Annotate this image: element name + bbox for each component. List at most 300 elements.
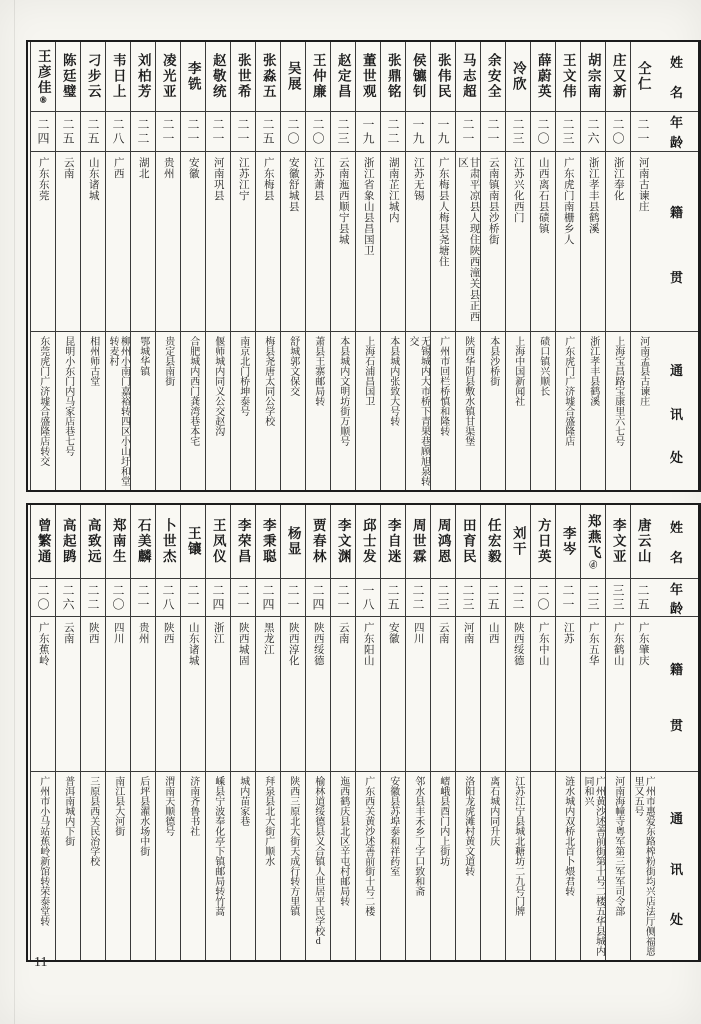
header-char: 贯 [669,718,683,733]
person-origin-cell [531,617,555,772]
person-name-cell [356,505,380,579]
person-age-cell-text: 二一 [161,117,175,146]
person-address-cell-text: 迤西鹤庆县北区辛屯村邮局转 [337,776,349,906]
person-age-cell [181,579,205,617]
person-origin-cell [106,152,130,332]
person-age-cell [631,112,655,152]
person-age-cell [106,579,130,617]
person-age-cell-text: 二一 [236,117,250,146]
person-age-cell-text: 二〇 [36,583,50,612]
person-address-cell [81,332,105,490]
person-address-cell [81,772,105,960]
person-address-cell [56,772,80,960]
person-name-cell-text: 高起鹍 [60,518,76,565]
person-origin-cell-text: 陕西绥德 [312,622,324,666]
person-column [555,505,580,960]
person-origin-cell-text: 湖南芷江城内 [387,157,399,223]
person-column [180,505,205,960]
person-name-cell-text: 赵敬统 [210,53,226,100]
person-age-cell-text: 二四 [311,583,325,612]
person-column [305,42,330,490]
person-name-cell [456,505,480,579]
person-address-cell [506,332,530,490]
person-origin-cell-text: 陕西 [87,622,99,644]
header-address-cell [655,332,698,490]
person-column [155,42,180,490]
person-name-cell-text: 李文渊 [335,518,351,565]
person-origin-cell [581,617,605,772]
person-age-cell-text: 二三 [461,583,475,612]
person-name-cell-text: 陈廷璧 [60,53,76,100]
person-name-cell [481,505,505,579]
person-age-cell [606,579,630,617]
person-origin-cell [206,617,230,772]
person-address-cell-text: 梅县尧唐太同公学校 [262,336,274,426]
person-address-cell-text: 本县沙桥街 [487,336,499,386]
person-name-cell [231,505,255,579]
person-column [480,42,505,490]
person-origin-cell-text: 江苏兴化西门 [512,157,524,223]
person-address-cell [606,772,630,960]
person-origin-cell [181,152,205,332]
person-origin-cell [506,152,530,332]
person-name-cell-text: 任宏毅 [485,518,501,565]
person-age-cell-text: 二一 [461,117,475,146]
person-origin-cell [106,617,130,772]
person-origin-cell-text: 广东梅县人梅县尧塘住 [437,157,449,267]
person-name-cell-text: 吴展 [285,61,301,92]
person-address-cell [31,332,55,490]
person-address-cell-text: 相州师古堂 [87,336,99,386]
person-name-cell [606,505,630,579]
person-address-cell [431,332,455,490]
person-address-cell [406,772,430,960]
person-address-cell-text: 无锡城内大市桥下青果巷顾旭泉转交 [407,336,430,486]
person-origin-cell-text: 甘肃平凉县人现住陕西潼关县正西区 [457,157,480,322]
person-name-cell [331,505,355,579]
person-column [330,42,355,490]
person-address-cell-text: 陕西华阴县敷水镇甘渠堡 [462,336,474,446]
person-origin-cell-text: 江苏无锡 [412,157,424,201]
person-column [105,42,130,490]
person-column [255,42,280,490]
person-name-cell-text: 张伟民 [435,53,451,100]
person-age-cell-text: 二八 [111,117,125,146]
person-address-cell [381,332,405,490]
person-address-cell-text: 安徽县苏埠泰和祥药室 [387,776,399,876]
person-age-cell [556,579,580,617]
person-age-cell-text: 二五 [261,117,275,146]
person-address-cell-text: 后坪县濯水场中街 [137,776,149,856]
header-char: 贯 [669,269,683,285]
person-origin-cell-text: 河南巩县 [212,157,224,201]
person-origin-cell [431,152,455,332]
person-age-cell [131,112,155,152]
person-column [630,505,655,960]
person-column [355,505,380,960]
header-char: 龄 [669,601,683,616]
person-age-cell [631,579,655,617]
person-name-cell-text: 曾繁通 [35,518,51,565]
person-age-cell [81,579,105,617]
header-name-cell [655,42,698,112]
person-address-cell-text: 贵定县南街 [162,336,174,386]
person-age-cell-text: 二五 [61,117,75,146]
person-age-cell-text: 二〇 [111,583,125,612]
person-origin-cell [456,617,480,772]
header-char: 年 [669,115,683,131]
person-address-cell [106,772,130,960]
person-age-cell-text: 二一 [186,117,200,146]
person-origin-cell [156,152,180,332]
person-address-cell [181,772,205,960]
header-age-cell [655,112,698,152]
person-address-cell-text: 本县城内文明坊街万顺号 [337,336,349,446]
person-age-cell [431,579,455,617]
person-name-cell-text: 王文伟 [560,53,576,100]
person-age-cell [331,112,355,152]
person-address-cell [206,332,230,490]
person-age-cell [31,112,55,152]
person-name-cell-text: 仝仁 [635,61,651,92]
person-age-cell-text: 二五 [636,583,650,612]
person-name-cell-text: 侯镳钊 [410,53,426,100]
person-column [355,42,380,490]
person-address-cell [181,332,205,490]
person-origin-cell-text: 广东鹤山 [612,622,624,666]
person-address-cell-text: 鄂城华镇 [137,336,149,376]
person-age-cell [306,579,330,617]
person-origin-cell-text: 广东东莞 [37,157,49,201]
person-origin-cell [31,152,55,332]
person-origin-cell-text: 云南 [62,622,74,644]
header-char: 讯 [669,406,683,422]
person-origin-cell [356,152,380,332]
person-address-cell-text: 江苏江宁县城北糖坊二九号门牌 [512,776,524,916]
person-column [130,42,155,490]
person-age-cell-text: 二二 [411,583,425,612]
person-age-cell-text: 二四 [36,117,50,146]
person-name-cell-text: 贾春林 [310,518,326,565]
person-name-cell [556,505,580,579]
person-column [30,505,55,960]
header-char: 处 [669,449,683,465]
person-age-cell [506,579,530,617]
person-column [380,505,405,960]
person-origin-cell [356,617,380,772]
header-char: 姓 [669,519,683,535]
person-name-cell-text: 刁步云 [85,53,101,100]
header-age-cell [655,579,698,617]
person-name-cell-text: 冷欣 [510,61,526,92]
person-age-cell [56,112,80,152]
person-origin-cell-text: 陕西城固 [237,622,249,666]
person-address-cell-text: 昆明小东门内马家店巷七号 [62,336,74,456]
person-age-cell-text: 二〇 [611,117,625,146]
person-name-cell-text: 郑燕飞ⓓ [585,514,601,569]
person-name-cell [256,42,280,112]
person-address-cell-text: 河南孟县古谏庄 [637,336,649,406]
person-address-cell [456,332,480,490]
person-age-cell-text: 二四 [211,583,225,612]
header-char: 籍 [669,662,683,677]
person-origin-cell-text: 云南迤西顺宁县城 [337,157,349,245]
person-age-cell [581,579,605,617]
person-address-cell-text: 洛阳龙虎滩村黄文道转 [462,776,474,876]
person-age-cell [156,112,180,152]
person-column [605,42,630,490]
person-name-cell [256,505,280,579]
person-address-cell-text: 河南海幢寺粤军第三军军司令部 [612,776,624,916]
person-origin-cell-text: 安徽 [187,157,199,179]
person-name-cell [31,42,55,112]
person-name-cell [431,505,455,579]
person-column [380,42,405,490]
person-origin-cell-text: 安徽舒城县 [287,157,299,212]
person-address-cell [156,332,180,490]
person-name-cell-text: 周鸿恩 [435,518,451,565]
person-origin-cell-text: 广东肇庆 [637,622,649,666]
person-origin-cell-text: 云南镇南县沙桥街 [487,157,499,245]
person-address-cell-text: 舒城郭文保交 [287,336,299,396]
person-name-cell [106,42,130,112]
person-age-cell [331,579,355,617]
person-address-cell-text: 广州黄沙述善前街第十号二楼五华县城内同和兴 [582,776,605,956]
person-origin-cell-text: 山东诸城 [87,157,99,201]
person-name-cell-text: 郑南生 [110,518,126,565]
person-origin-cell [331,152,355,332]
person-age-cell-text: 二五 [86,117,100,146]
person-address-cell [206,772,230,960]
person-address-cell [381,772,405,960]
header-char: 通 [669,363,683,379]
person-origin-cell [181,617,205,772]
person-name-cell [231,42,255,112]
person-origin-cell [556,152,580,332]
header-char: 名 [669,84,683,100]
person-name-cell [306,42,330,112]
person-name-cell-text: 马志超 [460,53,476,100]
person-origin-cell-text: 陕西 [162,622,174,644]
person-age-cell [31,579,55,617]
person-column [630,42,655,490]
scan-edge-artifact [14,0,15,1024]
header-char: 龄 [669,134,683,150]
person-address-cell-text: 南江县大河街 [112,776,124,836]
person-column [280,42,305,490]
person-origin-cell [131,617,155,772]
person-age-cell [306,112,330,152]
person-age-cell [281,112,305,152]
person-age-cell-text: 二一 [336,583,350,612]
person-address-cell [481,332,505,490]
person-age-cell-text: 二一 [211,117,225,146]
person-name-cell [581,505,605,579]
person-address-cell-text: 普洱南城内下街 [62,776,74,846]
person-address-cell [281,772,305,960]
person-age-cell-text: 二三 [586,583,600,612]
person-origin-cell [631,617,655,772]
person-address-cell [231,332,255,490]
person-column [430,505,455,960]
person-name-cell [131,42,155,112]
person-origin-cell-text: 黑龙江 [262,622,274,655]
person-name-cell [631,505,655,579]
person-name-cell [181,42,205,112]
person-address-cell [56,332,80,490]
person-age-cell [356,579,380,617]
header-origin-cell [655,617,698,772]
person-name-cell [406,505,430,579]
person-name-cell-text: 王镶 [185,526,201,557]
person-age-cell [456,579,480,617]
person-address-cell [356,772,380,960]
person-address-cell-text: 拜泉县北大街广顺水 [262,776,274,866]
person-column [280,505,305,960]
person-age-cell [506,112,530,152]
person-name-cell-text: 李岑 [560,526,576,557]
person-origin-cell-text: 贵州 [162,157,174,179]
person-name-cell [281,42,305,112]
person-origin-cell [206,152,230,332]
person-age-cell-text: 二二 [386,117,400,146]
person-origin-cell-text: 浙江 [212,622,224,644]
person-address-cell [306,332,330,490]
person-origin-cell [56,617,80,772]
person-address-cell [256,772,280,960]
header-name-cell [655,505,698,579]
person-age-cell-text: 二一 [236,583,250,612]
person-origin-cell [81,152,105,332]
person-age-cell [106,112,130,152]
person-age-cell-text: 二五 [486,583,500,612]
footnote-mark: ⑧ [38,95,48,105]
person-origin-cell [606,617,630,772]
person-name-cell-text: 刘干 [510,526,526,557]
person-origin-cell [456,152,480,332]
person-address-cell [281,332,305,490]
person-age-cell-text: 二一 [136,583,150,612]
person-column [105,505,130,960]
person-name-cell [581,42,605,112]
person-column [205,42,230,490]
person-age-cell [431,112,455,152]
person-origin-cell [431,617,455,772]
person-origin-cell [306,152,330,332]
person-column [80,42,105,490]
person-column [305,505,330,960]
person-column [455,505,480,960]
person-origin-cell [556,617,580,772]
person-name-cell [206,505,230,579]
person-origin-cell [481,617,505,772]
person-origin-cell-text: 江苏江宁 [237,157,249,201]
person-name-cell [331,42,355,112]
person-address-cell-text: 柳州小南门嘉裕转四区小山圩和堂转麦村 [107,336,130,486]
person-age-cell-text: 二六 [586,117,600,146]
person-origin-cell-text: 河南古谏庄 [637,157,649,212]
person-origin-cell [481,152,505,332]
person-name-cell-text: 杨显 [285,526,301,557]
person-origin-cell-text: 广东中山 [537,622,549,666]
person-origin-cell [406,152,430,332]
person-age-cell-text: 二四 [261,583,275,612]
person-name-cell [131,505,155,579]
person-name-cell-text: 王凤仪 [210,518,226,565]
header-char: 籍 [669,205,683,221]
person-name-cell-text: 胡宗南 [585,53,601,100]
header-char: 姓 [669,55,683,71]
header-address-cell [655,772,698,960]
person-age-cell [231,579,255,617]
person-origin-cell [506,617,530,772]
person-name-cell-text: 石美麟 [135,518,151,565]
person-age-cell-text: 二〇 [286,117,300,146]
person-origin-cell-text: 山东诸城 [187,622,199,666]
header-origin-cell [655,152,698,332]
person-address-cell [431,772,455,960]
person-name-cell-text: 张鼎铭 [385,53,401,100]
person-age-cell [181,112,205,152]
person-age-cell [156,579,180,617]
person-column [80,505,105,960]
person-age-cell [406,112,430,152]
person-origin-cell-text: 广东虎门南栅乡人 [562,157,574,245]
person-origin-cell-text: 河南 [462,622,474,644]
person-name-cell [56,42,80,112]
person-origin-cell [381,152,405,332]
person-origin-cell [406,617,430,772]
person-age-cell-text: 二〇 [536,583,550,612]
person-origin-cell [256,617,280,772]
person-column [405,42,430,490]
person-name-cell [481,42,505,112]
person-name-cell-text: 田育民 [460,518,476,565]
person-column [155,505,180,960]
person-address-cell [581,772,605,960]
roster-table-top [26,40,701,492]
person-column [555,42,580,490]
person-name-cell-text: 庄又新 [610,53,626,100]
person-origin-cell-text: 广西 [112,157,124,179]
person-age-cell-text: 二一 [636,117,650,146]
person-origin-cell-text: 浙江奉化 [612,157,624,201]
person-age-cell-text: 二〇 [311,117,325,146]
person-name-cell-text: 方日英 [535,518,551,565]
person-age-cell [381,112,405,152]
person-address-cell [106,332,130,490]
person-name-cell [381,42,405,112]
person-column [55,42,80,490]
person-origin-cell [381,617,405,772]
person-age-cell [131,579,155,617]
person-origin-cell [81,617,105,772]
person-name-cell [506,505,530,579]
person-name-cell [81,505,105,579]
person-column [330,505,355,960]
person-address-cell-text: 上海中国新闻社 [512,336,524,406]
person-name-cell [156,42,180,112]
person-address-cell-text: 浙江孝丰县鹤溪 [587,336,599,406]
person-address-cell [256,332,280,490]
person-origin-cell [281,617,305,772]
person-age-cell [606,112,630,152]
person-origin-cell [306,617,330,772]
person-age-cell [256,112,280,152]
person-column [605,505,630,960]
person-origin-cell-text: 四川 [112,622,124,644]
person-name-cell-text: 凌光亚 [160,53,176,100]
